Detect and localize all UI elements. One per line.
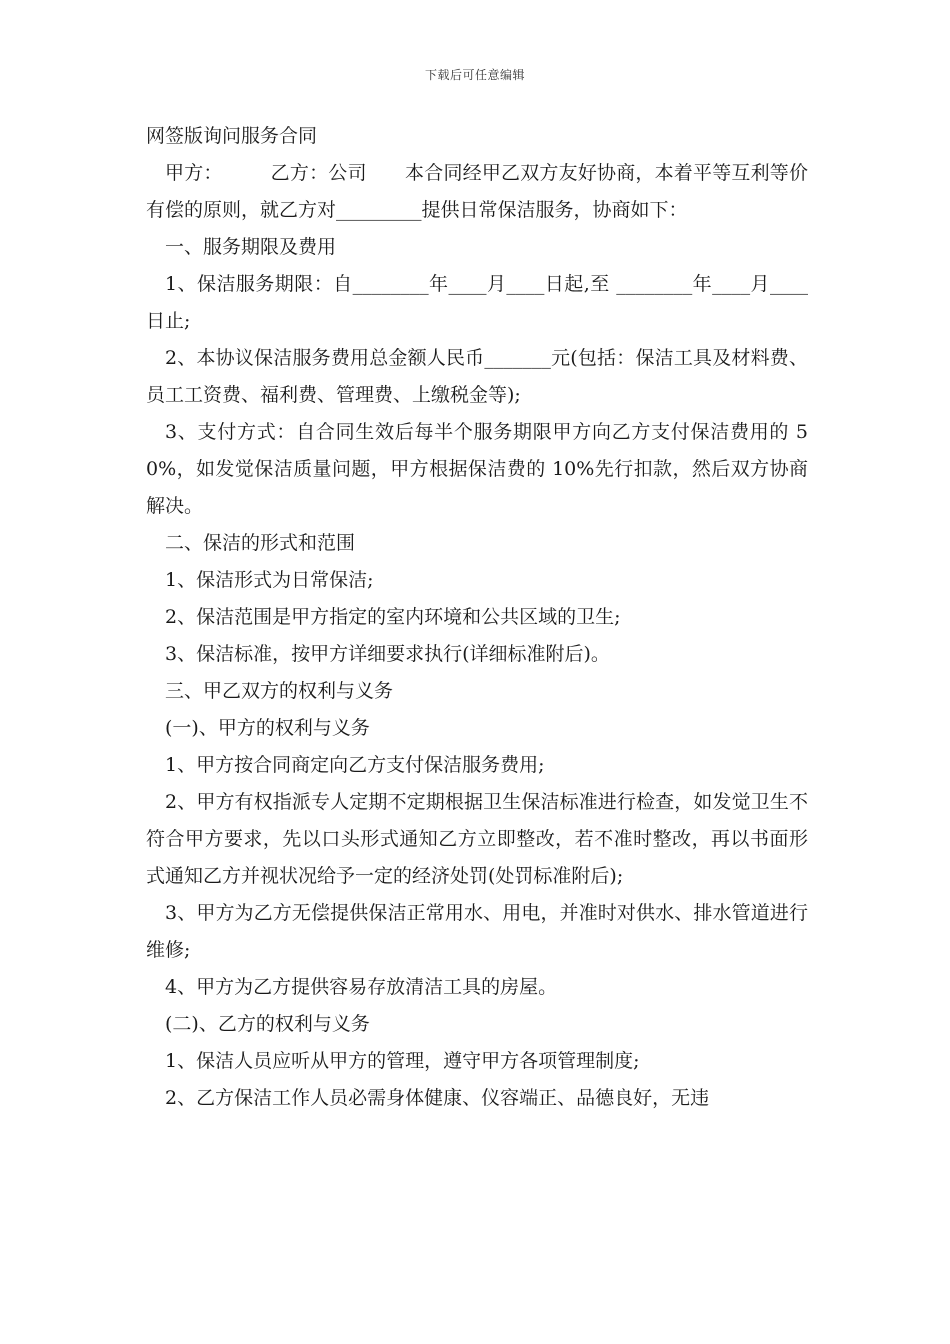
paragraph-party-a-1: 1、甲方按合同商定向乙方支付保洁服务费用; [165, 754, 545, 776]
section-heading-2: 二、保洁的形式和范围 [165, 532, 356, 554]
paragraph-party-b-1: 1、保洁人员应听从甲方的管理，遵守甲方各项管理制度; [165, 1050, 640, 1072]
paragraph-scope: 2、保洁范围是甲方指定的室内环境和公共区域的卫生; [165, 606, 621, 628]
paragraph-payment: 3、支付方式：自合同生效后每半个服务期限甲方向乙方支付保洁费用的 50%，如发觉保洁质量问题，甲方根据保洁费的 10%先行扣款，然后双方协商解决。 [146, 421, 808, 517]
page-header: 下载后可任意编辑 [424, 68, 525, 82]
paragraph-standard: 3、保洁标准，按甲方详细要求执行(详细标准附后)。 [165, 643, 610, 665]
paragraph-term: 1、保洁服务期限：自________年____月____日起,至 ________年____月____日止; [146, 273, 808, 332]
document-title: 网签版询问服务合同 [146, 125, 318, 147]
paragraph-party-a-2: 2、甲方有权指派专人定期不定期根据卫生保洁标准进行检查，如发觉卫生不符合甲方要求，先以口头形式通知乙方立即整改，若不准时整改，再以书面形式通知乙方并视状况给予一定的经济处罚(处罚标准附后); [146, 791, 808, 887]
subsection-heading-party-b: (二)、乙方的权利与义务 [165, 1013, 370, 1035]
section-heading-3: 三、甲乙双方的权利与义务 [165, 680, 394, 702]
subsection-heading-party-a: (一)、甲方的权利与义务 [165, 717, 370, 739]
paragraph-party-b-2: 2、乙方保洁工作人员必需身体健康、仪容端正、品德良好，无违 [165, 1087, 710, 1109]
paragraph-fee: 2、本协议保洁服务费用总金额人民币_______元(包括：保洁工具及材料费、员工工资费、福利费、管理费、上缴税金等); [146, 347, 808, 406]
paragraph-form: 1、保洁形式为日常保洁; [165, 569, 374, 591]
paragraph-intro: 甲方： 乙方：公司 本合同经甲乙双方友好协商，本着平等互利等价有偿的原则，就乙方对_________提供日常保洁服务，协商如下： [146, 162, 808, 221]
section-heading-1: 一、服务期限及费用 [165, 236, 337, 258]
paragraph-party-a-3: 3、甲方为乙方无偿提供保洁正常用水、用电，并准时对供水、排水管道进行维修; [146, 902, 808, 961]
paragraph-party-a-4: 4、甲方为乙方提供容易存放清洁工具的房屋。 [165, 976, 558, 998]
document-body [146, 118, 808, 1117]
